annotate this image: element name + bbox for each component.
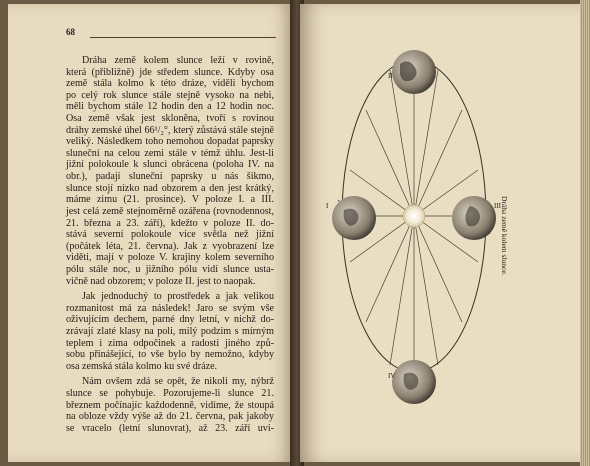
- text-line: sobu přinášející, to vše bylo by nemožno, kdyby: [66, 349, 274, 361]
- text-line: osa zemská stála kolmo ku své dráze.: [66, 360, 218, 372]
- text-line: obr.), padají sluneční paprsky u nás šikmo,: [66, 171, 274, 183]
- text-line: veliký. Následkem toho nemohou dopadat paprsky: [66, 136, 274, 148]
- page-number: 68: [66, 27, 75, 37]
- earth-globe-icon: [452, 196, 496, 240]
- header-rule: [90, 37, 276, 38]
- position-label-ii: II: [388, 72, 393, 80]
- text-line: Jak jednoduchý to prostředek a jak velikou: [82, 291, 274, 303]
- text-line: máme zimu (21. prosince). V poloze I. a III.: [66, 194, 274, 206]
- text-line: Nám ovšem zdá se opět, že nikoli my, nýbrž: [82, 376, 274, 388]
- text-line: na obloze vždy výše až do 21. června, pak jakoby: [66, 411, 274, 423]
- text-line: stává severní polokoule více světla než jižní: [66, 229, 274, 241]
- position-label-iv: IV: [388, 372, 396, 380]
- text-line: (počátek léta, 21. června). Jak z vyobrazení lze: [66, 240, 274, 252]
- text-line: dráhy zemské úhel 66¹/₂°, který zůstává stále stejně: [66, 124, 274, 136]
- text-line: zrávají zlaté klasy na poli, milý podzim s mírným: [66, 326, 274, 338]
- text-line: jest celá země stejnoměrně ozářena (rovnodennost,: [66, 205, 274, 217]
- text-line: vičně nad obzorem; v poloze II. jest to naopak.: [66, 275, 256, 287]
- text-line: sluneční na celou zemi stále v témž úhlu. Jest-li: [66, 147, 274, 159]
- text-line: jižní polokoule k slunci obrácena (poloha IV. na: [66, 159, 274, 171]
- figure-caption: Dráha země kolem slunce.: [500, 196, 509, 276]
- text-line: Osa země však jest skloněna, tvoří s rovinou: [66, 113, 274, 125]
- text-line: pólu stále noc, u jižního pólu vidí slunce usta-: [66, 263, 274, 275]
- text-line: která (přibližně) jde středem slunce. Kdyby osa: [66, 66, 274, 78]
- text-line: po celý rok slunce stále stejně vysoko na nebi,: [66, 89, 274, 101]
- earth-globe-icon: [332, 196, 376, 240]
- position-label-iii: III: [494, 202, 501, 210]
- page-edges: [580, 0, 590, 466]
- text-line: teplem i zima odpočinek a radosti jiného způ-: [66, 337, 274, 349]
- text-line: oživujícím dechem, parné dny letní, v nichž do-: [66, 314, 274, 326]
- text-line: Dráha země kolem slunce leží v rovině,: [82, 55, 274, 66]
- text-line: slunce se pohybuje. Pozorujeme-li slunce 21.: [66, 388, 274, 400]
- text-line: rozmanitost má za následek! Jaro se svým vše: [66, 302, 274, 314]
- earth-globe-icon: [392, 50, 436, 94]
- text-line: 21. března a 23. září), kdežto v poloze II. do-: [66, 217, 274, 229]
- text-line: se vracelo (letní slunovrat), až 23. září uvi-: [66, 422, 274, 434]
- position-label-i: I: [326, 202, 329, 210]
- text-line: viděti, mají v poloze V. krajiny kolem severního: [66, 252, 274, 264]
- earth-orbit-figure: [310, 30, 560, 430]
- text-line: slunce stojí nízko nad obzorem a den jest krátký,: [66, 182, 274, 194]
- earth-globe-icon: [392, 360, 436, 404]
- text-line: březnem počínajíc každodenně, vidíme, že stoupá: [66, 399, 274, 411]
- text-line: měli bychom stále 12 hodin den a 12 hodin noc.: [66, 101, 274, 113]
- text-line: země stála kolmo k této dráze, viděli bychom: [66, 78, 274, 90]
- body-text: [66, 55, 274, 435]
- sun-icon: [403, 205, 425, 227]
